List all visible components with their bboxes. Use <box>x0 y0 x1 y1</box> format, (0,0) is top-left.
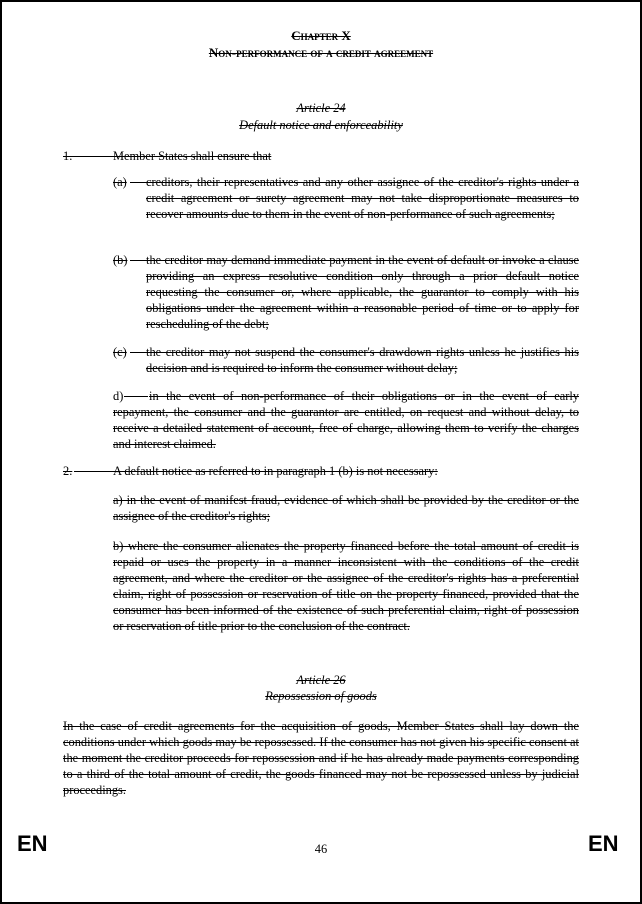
article-26-number: Article 26 <box>296 673 346 687</box>
item-a-text: creditors, their representatives and any other assignee of the creditor's rights under a credit agreement or surety agreement may not take disproportionate measures to recover amounts due to them in the event of non-performance of such agreements; <box>146 175 579 221</box>
paragraph-1-text: Member States shall ensure that <box>113 149 272 163</box>
strike-tab-line <box>130 352 146 353</box>
strike-tab-line <box>130 260 146 261</box>
article-24-number: Article 24 <box>296 101 346 115</box>
language-code-left: EN <box>17 831 48 856</box>
paragraph-2-text: A default notice as referred to in paragraph 1 (b) is not necessary: <box>113 464 438 478</box>
article-26-text: In the case of credit agreements for the acquisition of goods, Member States shall lay down the conditions under which goods may be repossessed. If the consumer has not given his specific consent at the moment the creditor proceeds for repossession and if he has already made payments corresponding to a third of the total amount of credit, the goods financed may not be repossessed unless by judicial proceedings. <box>63 719 579 797</box>
article-24-title: Default notice and enforceability <box>239 118 403 132</box>
item-d-label: d) <box>113 389 124 403</box>
paragraph-1-label: 1. <box>63 149 73 163</box>
chapter-title: Chapter X <box>291 28 351 43</box>
item-d-text <box>113 388 579 452</box>
strike-tab-line <box>130 182 146 183</box>
strike-tab-line <box>124 396 148 397</box>
item-c-text: the creditor may not suspend the consumer's drawdown rights unless he justifies his decision and is required to inform the consumer without delay; <box>146 345 579 375</box>
strike-tab-line <box>74 471 113 472</box>
item-b-text: the creditor may demand immediate payment in the event of default or invoke a clause providing an express resolutive condition only through a prior default notice requesting the consumer or, where applicable, the guarantor to comply with his obligations under the agreement within a reasonable period of time or to apply for rescheduling of the debt; <box>146 253 579 331</box>
strike-tab-line <box>72 156 113 157</box>
item-c-label: (c) <box>113 345 127 359</box>
item-2b-text: b) where the consumer alienates the property financed before the total amount of credit is repaid or uses the property in a manner inconsistent with the conditions of the credit agreement, and where the creditor or the assignee of the creditor's rights has a preferential claim, right of possession or reservation of title on the property financed, provided that the consumer has been informed of the existence of such preferential claim, right of possession or reservation of title prior to the conclusion of the contract. <box>113 539 579 633</box>
item-a-label: (a) <box>113 175 127 189</box>
chapter-subtitle: Non-performance of a credit agreement <box>208 45 434 60</box>
language-code-right: EN <box>588 831 619 856</box>
item-2a-text: a) in the event of manifest fraud, evidence of which shall be provided by the creditor or the assignee of the creditor's rights; <box>113 493 579 523</box>
item-b-label: (b) <box>113 253 128 267</box>
article-26-title: Repossession of goods <box>265 689 377 703</box>
paragraph-2-label: 2. <box>63 464 73 478</box>
page-number: 46 <box>314 842 328 856</box>
item-d-body: in the event of non-performance of their obligations or in the event of early repayment, the consumer and the guarantor are entitled, on request and without delay, to receive a detailed statement of account, free of charge, allowing them to verify the charges and interest claimed. <box>113 389 579 451</box>
